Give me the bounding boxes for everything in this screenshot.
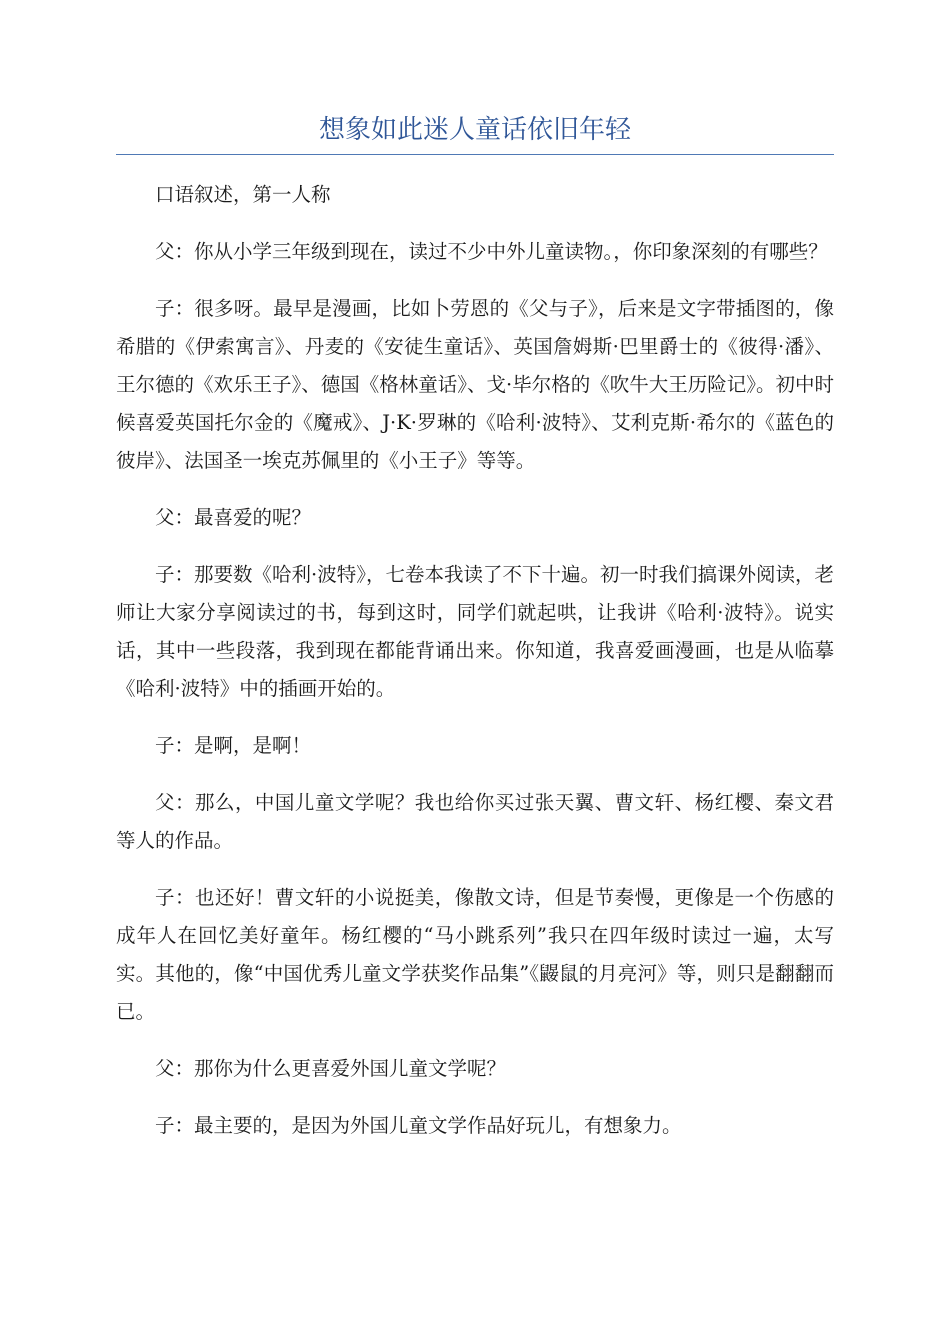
paragraph-son-answer-3: 子：是啊，是啊！ [155,734,312,757]
title-underline [116,154,834,155]
paragraph-son-answer-1: 子：很多呀。最早是漫画，比如卜劳恩的《父与子》，后来是文字带插图的，像希腊的《伊索寓言》、丹麦的《安徒生童话》、英国詹姆斯·巴里爵士的《彼得·潘》、王尔德的《欢乐王子》、德国《格林童话》、戈·毕尔格的《吹牛大王历险记》。初中时候喜爱英国托尔金的《魔戒》、J·K·罗琳的《哈利·波特》、艾利克斯·希尔的《蓝色的彼岸》、法国圣一埃克苏佩里的《小王子》等等。 [116,297,834,472]
paragraph-son-answer-2: 子：那要数《哈利·波特》，七卷本我读了不下十遍。初一时我们搞课外阅读，老师让大家分享阅读过的书，每到这时，同学们就起哄，让我讲《哈利·波特》。说实话，其中一些段落，我到现在都能背诵出来。你知道，我喜爱画漫画，也是从临摹《哈利·波特》中的插画开始的。 [116,563,834,700]
document-title: 想象如此迷人童话依旧年轻 [318,115,631,145]
paragraph-father-question-3: 父：那么，中国儿童文学呢？我也给你买过张天翼、曹文轩、杨红樱、秦文君等人的作品。 [116,791,834,852]
paragraph-son-answer-4: 子：也还好！曹文轩的小说挺美，像散文诗，但是节奏慢，更像是一个伤感的成年人在回忆美好童年。杨红樱的“马小跳系列”我只在四年级时读过一遍，太写实。其他的，像“中国优秀儿童文学获奖作品集”《鼹鼠的月亮河》等，则只是翻翻而已。 [116,886,834,1023]
paragraph-father-question-4: 父：那你为什么更喜爱外国儿童文学呢？ [155,1057,507,1080]
paragraph-father-question-2: 父：最喜爱的呢？ [155,506,312,529]
paragraph-narration-note: 口语叙述，第一人称 [155,183,331,206]
document-body [116,176,834,1164]
paragraph-father-question-1: 父：你从小学三年级到现在，读过不少中外儿童读物。，你印象深刻的有哪些？ [155,240,828,263]
paragraph-son-answer-5: 子：最主要的，是因为外国儿童文学作品好玩儿，有想象力。 [155,1114,682,1137]
